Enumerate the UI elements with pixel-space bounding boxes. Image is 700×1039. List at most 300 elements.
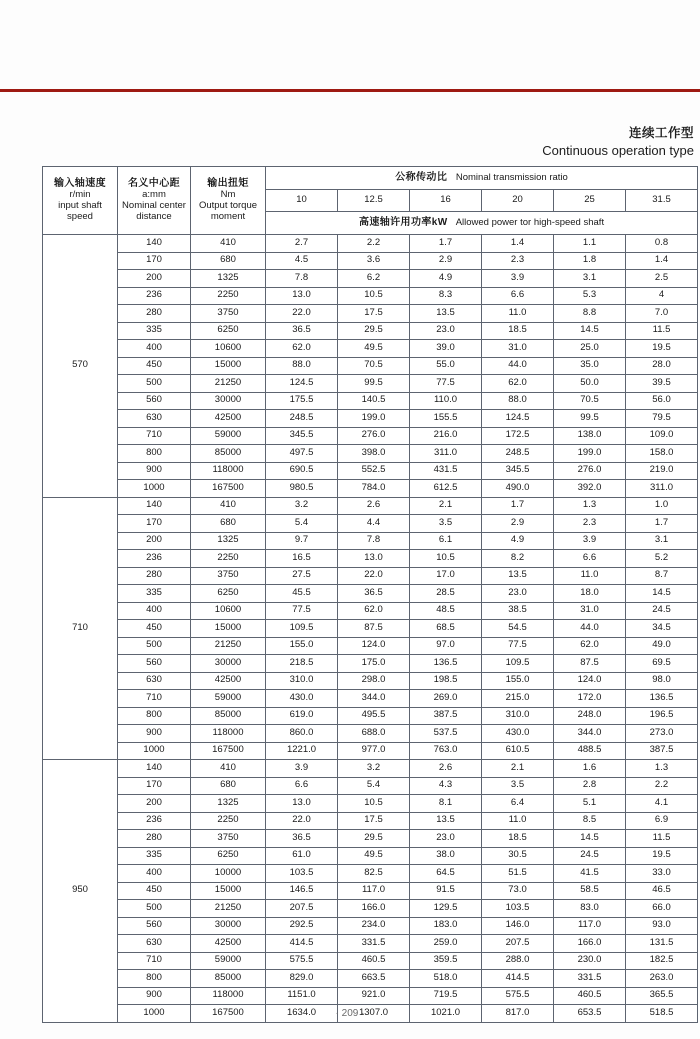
- output-torque-cell: 10600: [191, 340, 266, 358]
- power-value-cell: 138.0: [554, 427, 626, 445]
- power-value-cell: 344.0: [554, 725, 626, 743]
- output-torque-cell: 1325: [191, 795, 266, 813]
- header-ratio-12-5: 12.5: [338, 190, 410, 212]
- table-row: [43, 567, 698, 585]
- power-value-cell: 64.5: [410, 865, 482, 883]
- power-value-cell: 77.5: [482, 637, 554, 655]
- power-value-cell: 817.0: [482, 1005, 554, 1023]
- power-value-cell: 23.0: [482, 585, 554, 603]
- power-value-cell: 5.1: [554, 795, 626, 813]
- table-row: [43, 550, 698, 568]
- power-value-cell: 13.0: [266, 287, 338, 305]
- header-input-speed-cn: 输入轴速度: [54, 177, 106, 189]
- center-distance-cell: 630: [118, 672, 191, 690]
- page-title-cn: 连续工作型: [628, 126, 694, 140]
- power-value-cell: 207.5: [266, 900, 338, 918]
- power-value-cell: 4.4: [338, 515, 410, 533]
- power-value-cell: 2.6: [338, 497, 410, 515]
- power-value-cell: 140.5: [338, 392, 410, 410]
- output-torque-cell: 42500: [191, 410, 266, 428]
- power-value-cell: 25.0: [554, 340, 626, 358]
- power-value-cell: 5.2: [626, 550, 698, 568]
- power-value-cell: 13.5: [482, 567, 554, 585]
- power-value-cell: 28.0: [626, 357, 698, 375]
- output-torque-cell: 2250: [191, 812, 266, 830]
- power-value-cell: 98.0: [626, 672, 698, 690]
- table-row: [43, 620, 698, 638]
- power-value-cell: 24.5: [554, 847, 626, 865]
- power-value-cell: 365.5: [626, 987, 698, 1005]
- power-value-cell: 14.5: [554, 322, 626, 340]
- output-torque-cell: 410: [191, 235, 266, 253]
- center-distance-cell: 800: [118, 707, 191, 725]
- power-value-cell: 88.0: [266, 357, 338, 375]
- center-distance-cell: 800: [118, 445, 191, 463]
- power-value-cell: 45.5: [266, 585, 338, 603]
- table-row: [43, 795, 698, 813]
- output-torque-cell: 3750: [191, 567, 266, 585]
- power-value-cell: 146.5: [266, 882, 338, 900]
- output-torque-cell: 1325: [191, 532, 266, 550]
- power-value-cell: 91.5: [410, 882, 482, 900]
- power-value-cell: 619.0: [266, 707, 338, 725]
- power-value-cell: 3.9: [266, 760, 338, 778]
- power-value-cell: 24.5: [626, 602, 698, 620]
- power-value-cell: 110.0: [410, 392, 482, 410]
- power-value-cell: 35.0: [554, 357, 626, 375]
- power-value-cell: 7.0: [626, 305, 698, 323]
- power-value-cell: 1.4: [482, 235, 554, 253]
- power-value-cell: 70.5: [554, 392, 626, 410]
- power-value-cell: 8.2: [482, 550, 554, 568]
- power-value-cell: 273.0: [626, 725, 698, 743]
- output-torque-cell: 2250: [191, 287, 266, 305]
- power-value-cell: 11.0: [482, 305, 554, 323]
- power-value-cell: 198.5: [410, 672, 482, 690]
- output-torque-cell: 6250: [191, 322, 266, 340]
- table-row: [43, 655, 698, 673]
- table-row: [43, 410, 698, 428]
- power-value-cell: 398.0: [338, 445, 410, 463]
- power-value-cell: 387.5: [410, 707, 482, 725]
- power-value-cell: 207.5: [482, 935, 554, 953]
- header-ratio-25: 25: [554, 190, 626, 212]
- power-value-cell: 1.7: [482, 497, 554, 515]
- power-value-cell: 19.5: [626, 340, 698, 358]
- header-ratio-10: 10: [266, 190, 338, 212]
- power-value-cell: 155.0: [482, 672, 554, 690]
- power-value-cell: 88.0: [482, 392, 554, 410]
- power-value-cell: 68.5: [410, 620, 482, 638]
- power-value-cell: 69.5: [626, 655, 698, 673]
- output-torque-cell: 59000: [191, 690, 266, 708]
- power-value-cell: 980.5: [266, 480, 338, 498]
- output-torque-cell: 118000: [191, 462, 266, 480]
- center-distance-cell: 200: [118, 270, 191, 288]
- table-row: [43, 322, 698, 340]
- power-value-cell: 46.5: [626, 882, 698, 900]
- table-row: [43, 375, 698, 393]
- power-value-cell: 44.0: [554, 620, 626, 638]
- center-distance-cell: 900: [118, 462, 191, 480]
- power-value-cell: 1221.0: [266, 742, 338, 760]
- power-value-cell: 11.0: [554, 567, 626, 585]
- table-row: [43, 252, 698, 270]
- power-value-cell: 8.1: [410, 795, 482, 813]
- center-distance-cell: 500: [118, 900, 191, 918]
- power-value-cell: 2.7: [266, 235, 338, 253]
- power-value-cell: 117.0: [338, 882, 410, 900]
- power-value-cell: 8.8: [554, 305, 626, 323]
- power-value-cell: 1.7: [626, 515, 698, 533]
- header-center-distance-cn: 名义中心距: [128, 177, 180, 189]
- power-value-cell: 1634.0: [266, 1005, 338, 1023]
- power-value-cell: 83.0: [554, 900, 626, 918]
- center-distance-cell: 1000: [118, 1005, 191, 1023]
- power-value-cell: 124.5: [266, 375, 338, 393]
- power-value-cell: 829.0: [266, 970, 338, 988]
- header-center-distance-unit: a:mm: [142, 189, 166, 201]
- output-torque-cell: 30000: [191, 917, 266, 935]
- power-value-cell: 129.5: [410, 900, 482, 918]
- center-distance-cell: 170: [118, 252, 191, 270]
- power-value-cell: 29.5: [338, 322, 410, 340]
- table-body: [43, 235, 698, 1023]
- power-value-cell: 62.0: [338, 602, 410, 620]
- power-value-cell: 488.5: [554, 742, 626, 760]
- output-torque-cell: 15000: [191, 882, 266, 900]
- center-distance-cell: 900: [118, 987, 191, 1005]
- power-value-cell: 518.0: [410, 970, 482, 988]
- power-value-cell: 1307.0: [338, 1005, 410, 1023]
- header-ratio-20: 20: [482, 190, 554, 212]
- power-value-cell: 392.0: [554, 480, 626, 498]
- power-value-cell: 44.0: [482, 357, 554, 375]
- output-torque-cell: 21250: [191, 637, 266, 655]
- power-value-cell: 921.0: [338, 987, 410, 1005]
- output-torque-cell: 21250: [191, 375, 266, 393]
- power-value-cell: 117.0: [554, 917, 626, 935]
- power-value-cell: 269.0: [410, 690, 482, 708]
- power-value-cell: 73.0: [482, 882, 554, 900]
- power-value-cell: 0.8: [626, 235, 698, 253]
- power-value-cell: 6.2: [338, 270, 410, 288]
- header-output-torque-unit: Nm: [220, 189, 236, 201]
- center-distance-cell: 335: [118, 585, 191, 603]
- power-value-cell: 175.5: [266, 392, 338, 410]
- power-value-cell: 31.0: [554, 602, 626, 620]
- output-torque-cell: 10600: [191, 602, 266, 620]
- power-value-cell: 6.9: [626, 812, 698, 830]
- power-value-cell: 2.1: [482, 760, 554, 778]
- power-value-cell: 7.8: [266, 270, 338, 288]
- power-value-cell: 87.5: [554, 655, 626, 673]
- power-value-cell: 13.0: [338, 550, 410, 568]
- power-value-cell: 1.3: [626, 760, 698, 778]
- specification-table: [42, 166, 698, 1023]
- center-distance-cell: 170: [118, 777, 191, 795]
- table-row: [43, 900, 698, 918]
- power-value-cell: 414.5: [482, 970, 554, 988]
- center-distance-cell: 450: [118, 357, 191, 375]
- power-value-cell: 460.5: [554, 987, 626, 1005]
- table-row: [43, 847, 698, 865]
- power-value-cell: 387.5: [626, 742, 698, 760]
- table-row: [43, 585, 698, 603]
- power-value-cell: 31.0: [482, 340, 554, 358]
- power-value-cell: 158.0: [626, 445, 698, 463]
- power-value-cell: 575.5: [266, 952, 338, 970]
- power-value-cell: 11.0: [482, 812, 554, 830]
- power-value-cell: 175.0: [338, 655, 410, 673]
- power-value-cell: 70.5: [338, 357, 410, 375]
- center-distance-cell: 236: [118, 550, 191, 568]
- output-torque-cell: 167500: [191, 480, 266, 498]
- header-center-distance: [118, 167, 191, 235]
- center-distance-cell: 236: [118, 812, 191, 830]
- output-torque-cell: 3750: [191, 305, 266, 323]
- table-row: [43, 602, 698, 620]
- power-value-cell: 5.4: [266, 515, 338, 533]
- table-row: [43, 480, 698, 498]
- power-value-cell: 2.9: [482, 515, 554, 533]
- power-value-cell: 99.5: [338, 375, 410, 393]
- input-speed-cell: 570: [43, 235, 118, 498]
- power-value-cell: 6.1: [410, 532, 482, 550]
- power-value-cell: 2.2: [338, 235, 410, 253]
- power-value-cell: 688.0: [338, 725, 410, 743]
- center-distance-cell: 500: [118, 375, 191, 393]
- power-value-cell: 9.7: [266, 532, 338, 550]
- header-output-torque-en2: moment: [210, 211, 246, 223]
- power-value-cell: 23.0: [410, 322, 482, 340]
- output-torque-cell: 42500: [191, 935, 266, 953]
- power-value-cell: 552.5: [338, 462, 410, 480]
- power-value-cell: 109.5: [266, 620, 338, 638]
- power-value-cell: 155.0: [266, 637, 338, 655]
- table-row: [43, 970, 698, 988]
- power-value-cell: 1.1: [554, 235, 626, 253]
- power-value-cell: 5.3: [554, 287, 626, 305]
- power-value-cell: 719.5: [410, 987, 482, 1005]
- output-torque-cell: 118000: [191, 725, 266, 743]
- power-value-cell: 690.5: [266, 462, 338, 480]
- power-value-cell: 146.0: [482, 917, 554, 935]
- header-center-distance-en2: distance: [136, 211, 172, 223]
- power-value-cell: 49.0: [626, 637, 698, 655]
- table-row: [43, 760, 698, 778]
- power-value-cell: 54.5: [482, 620, 554, 638]
- power-value-cell: 345.5: [266, 427, 338, 445]
- power-value-cell: 2.8: [554, 777, 626, 795]
- power-value-cell: 1.6: [554, 760, 626, 778]
- center-distance-cell: 200: [118, 532, 191, 550]
- power-value-cell: 36.5: [266, 830, 338, 848]
- table-row: [43, 637, 698, 655]
- output-torque-cell: 30000: [191, 655, 266, 673]
- output-torque-cell: 2250: [191, 550, 266, 568]
- power-value-cell: 6.6: [482, 287, 554, 305]
- table-row: [43, 952, 698, 970]
- center-distance-cell: 500: [118, 637, 191, 655]
- power-value-cell: 490.0: [482, 480, 554, 498]
- power-value-cell: 51.5: [482, 865, 554, 883]
- power-value-cell: 172.0: [554, 690, 626, 708]
- power-value-cell: 3.1: [554, 270, 626, 288]
- power-value-cell: 93.0: [626, 917, 698, 935]
- power-value-cell: 61.0: [266, 847, 338, 865]
- power-value-cell: 16.5: [266, 550, 338, 568]
- power-value-cell: 14.5: [626, 585, 698, 603]
- power-value-cell: 331.5: [554, 970, 626, 988]
- output-torque-cell: 1325: [191, 270, 266, 288]
- power-value-cell: 13.0: [266, 795, 338, 813]
- table-row: [43, 357, 698, 375]
- header-ratio-16: 16: [410, 190, 482, 212]
- power-value-cell: 784.0: [338, 480, 410, 498]
- power-value-cell: 82.5: [338, 865, 410, 883]
- power-value-cell: 97.0: [410, 637, 482, 655]
- power-value-cell: 6.6: [554, 550, 626, 568]
- center-distance-cell: 1000: [118, 480, 191, 498]
- power-value-cell: 58.5: [554, 882, 626, 900]
- power-value-cell: 537.5: [410, 725, 482, 743]
- power-value-cell: 10.5: [338, 287, 410, 305]
- table-row: [43, 777, 698, 795]
- center-distance-cell: 335: [118, 847, 191, 865]
- power-value-cell: 1.3: [554, 497, 626, 515]
- power-value-cell: 3.9: [482, 270, 554, 288]
- center-distance-cell: 630: [118, 410, 191, 428]
- center-distance-cell: 710: [118, 952, 191, 970]
- center-distance-cell: 400: [118, 865, 191, 883]
- table-row: [43, 427, 698, 445]
- power-value-cell: 109.5: [482, 655, 554, 673]
- power-value-cell: 359.5: [410, 952, 482, 970]
- power-value-cell: 22.0: [266, 305, 338, 323]
- table-row: [43, 707, 698, 725]
- power-value-cell: 34.5: [626, 620, 698, 638]
- center-distance-cell: 140: [118, 235, 191, 253]
- power-value-cell: 124.5: [482, 410, 554, 428]
- power-value-cell: 331.5: [338, 935, 410, 953]
- output-torque-cell: 118000: [191, 987, 266, 1005]
- output-torque-cell: 85000: [191, 707, 266, 725]
- power-value-cell: 4.3: [410, 777, 482, 795]
- power-value-cell: 199.0: [554, 445, 626, 463]
- power-value-cell: 860.0: [266, 725, 338, 743]
- power-value-cell: 3.5: [482, 777, 554, 795]
- table-row: [43, 532, 698, 550]
- power-value-cell: 49.5: [338, 340, 410, 358]
- power-value-cell: 33.0: [626, 865, 698, 883]
- power-value-cell: 8.3: [410, 287, 482, 305]
- power-value-cell: 17.0: [410, 567, 482, 585]
- output-torque-cell: 167500: [191, 1005, 266, 1023]
- table-row: [43, 725, 698, 743]
- power-value-cell: 977.0: [338, 742, 410, 760]
- header-output-torque-cn: 输出扭矩: [207, 177, 249, 189]
- power-value-cell: 216.0: [410, 427, 482, 445]
- power-value-cell: 1.8: [554, 252, 626, 270]
- center-distance-cell: 280: [118, 305, 191, 323]
- center-distance-cell: 335: [118, 322, 191, 340]
- input-speed-cell: 950: [43, 760, 118, 1023]
- input-speed-cell: 710: [43, 497, 118, 760]
- power-value-cell: 518.5: [626, 1005, 698, 1023]
- output-torque-cell: 167500: [191, 742, 266, 760]
- power-value-cell: 77.5: [266, 602, 338, 620]
- power-value-cell: 2.9: [410, 252, 482, 270]
- power-value-cell: 103.5: [266, 865, 338, 883]
- power-value-cell: 18.5: [482, 322, 554, 340]
- output-torque-cell: 410: [191, 497, 266, 515]
- power-value-cell: 234.0: [338, 917, 410, 935]
- center-distance-cell: 1000: [118, 742, 191, 760]
- header-row-primary: [43, 167, 698, 190]
- header-ratio-group-cn: 公称传动比: [395, 172, 448, 184]
- center-distance-cell: 710: [118, 427, 191, 445]
- center-distance-cell: 630: [118, 935, 191, 953]
- header-output-torque: [191, 167, 266, 235]
- output-torque-cell: 15000: [191, 620, 266, 638]
- output-torque-cell: 680: [191, 252, 266, 270]
- table-row: [43, 742, 698, 760]
- power-value-cell: 248.0: [554, 707, 626, 725]
- center-distance-cell: 140: [118, 497, 191, 515]
- power-value-cell: 495.5: [338, 707, 410, 725]
- power-value-cell: 3.9: [554, 532, 626, 550]
- power-value-cell: 298.0: [338, 672, 410, 690]
- power-value-cell: 4.1: [626, 795, 698, 813]
- power-value-cell: 6.4: [482, 795, 554, 813]
- power-value-cell: 7.8: [338, 532, 410, 550]
- center-distance-cell: 280: [118, 567, 191, 585]
- power-value-cell: 30.5: [482, 847, 554, 865]
- power-value-cell: 310.0: [266, 672, 338, 690]
- power-value-cell: 4: [626, 287, 698, 305]
- table-row: [43, 882, 698, 900]
- power-value-cell: 29.5: [338, 830, 410, 848]
- table-row: [43, 462, 698, 480]
- output-torque-cell: 59000: [191, 427, 266, 445]
- page-number: · 209 ·: [335, 1008, 365, 1019]
- output-torque-cell: 6250: [191, 585, 266, 603]
- power-value-cell: 39.5: [626, 375, 698, 393]
- center-distance-cell: 800: [118, 970, 191, 988]
- power-value-cell: 248.5: [482, 445, 554, 463]
- power-value-cell: 49.5: [338, 847, 410, 865]
- table-row: [43, 830, 698, 848]
- power-value-cell: 8.7: [626, 567, 698, 585]
- power-value-cell: 430.0: [266, 690, 338, 708]
- power-value-cell: 292.5: [266, 917, 338, 935]
- power-value-cell: 13.5: [410, 305, 482, 323]
- power-value-cell: 431.5: [410, 462, 482, 480]
- center-distance-cell: 450: [118, 882, 191, 900]
- power-value-cell: 136.5: [410, 655, 482, 673]
- center-distance-cell: 560: [118, 392, 191, 410]
- power-value-cell: 1.0: [626, 497, 698, 515]
- page-title: [542, 126, 694, 159]
- table-row: [43, 305, 698, 323]
- power-value-cell: 575.5: [482, 987, 554, 1005]
- table-row: [43, 987, 698, 1005]
- power-value-cell: 23.0: [410, 830, 482, 848]
- power-value-cell: 11.5: [626, 322, 698, 340]
- power-value-cell: 109.0: [626, 427, 698, 445]
- table-row: [43, 287, 698, 305]
